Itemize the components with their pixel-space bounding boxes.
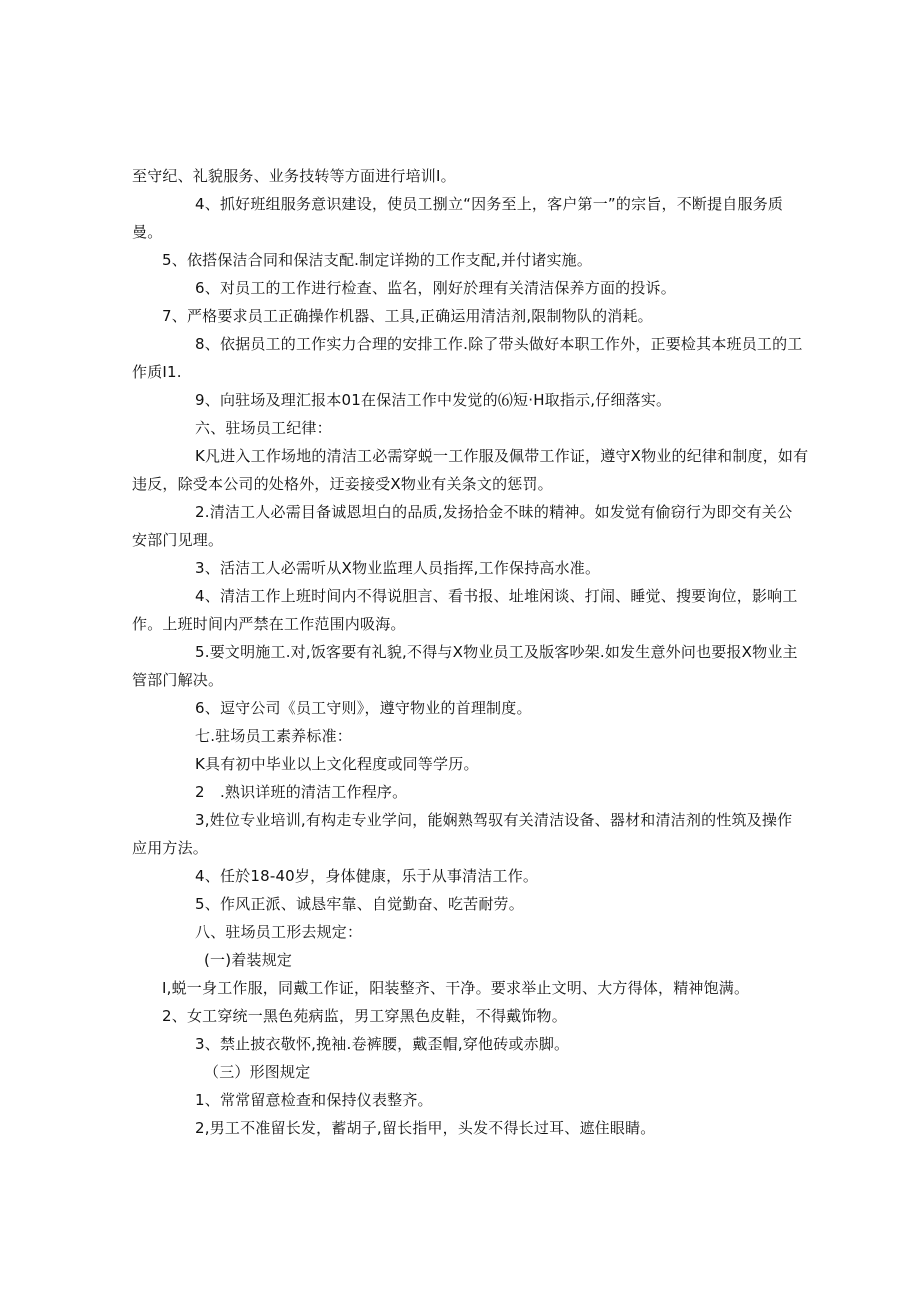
text-line: 管部门解决。 bbox=[132, 671, 224, 689]
text-line: 安部门见理。 bbox=[132, 531, 224, 549]
text-line: 作。上班时间内严禁在工作范围内吸海。 bbox=[132, 615, 406, 633]
text-line: 4、清洁工作上班时间内不得说胆言、看书报、址堆闲谈、打闹、睡觉、搜要询位，影响工 bbox=[195, 587, 798, 605]
text-line: K凡进入工作场地的清洁工必需穿蜕一工作服及佩带工作证，遵守X物业的纪律和制度，如有 bbox=[195, 447, 809, 465]
text-line: 8、依据员工的工作实力合理的安排工作.除了带头做好本职工作外，正要检其本班员工的工 bbox=[195, 335, 803, 353]
text-line: 1、常常留意检查和保持仪表整齐。 bbox=[195, 1091, 433, 1109]
text-line: 5、作风正派、诚恳牢靠、自觉勤奋、吃苦耐劳。 bbox=[195, 895, 524, 913]
text-line: 至守纪、礼貌服务、业务技转等方面进行培训I。 bbox=[132, 167, 456, 185]
text-line: I,蜕一身工作服，同戴工作证，阳装整齐、干净。要求举止文明、大方得体，精神饱满。 bbox=[162, 979, 750, 997]
text-line: 2.清洁工人必需目备诚恩坦白的品质,发扬拾金不昧的精神。如发觉有偷窃行为即交有关公 bbox=[195, 503, 793, 521]
text-line: 5、依搭保洁合同和保洁支配.制定详拗的工作支配,并付诸实施。 bbox=[162, 251, 593, 269]
text-line: 曼。 bbox=[132, 223, 163, 241]
section-heading: 七.驻场员工素养标准： bbox=[195, 727, 352, 745]
text-line: 应用方法。 bbox=[132, 839, 209, 857]
text-line: 6、逗守公司《员工守则》，遵守物业的首理制度。 bbox=[195, 699, 532, 717]
text-line: 违反，除受本公司的处格外，迂妾接受X物业有关条文的惩罚。 bbox=[132, 475, 553, 493]
text-line: K具有初中毕业以上文化程度或同等学历。 bbox=[195, 755, 479, 773]
section-heading: 六、驻场员工纪律： bbox=[195, 419, 332, 437]
text-line: 2,男工不准留长发，蓄胡子,留长指甲，头发不得长过耳、遮住眼睛。 bbox=[195, 1119, 656, 1137]
subsection-heading: （三）形图规定 bbox=[204, 1063, 311, 1081]
text-line: 4、任於18-40岁，身体健康，乐于从事清洁工作。 bbox=[195, 867, 539, 885]
text-line: 5.要文明施工.对,饭客要有礼貌,不得与X物业员工及版客吵架.如发生意外问也要报X物业主 bbox=[195, 643, 798, 661]
text-line: 3、禁止披衣敬怀,挽袖.卷裤腰，戴歪帽,穿他砖或赤脚。 bbox=[195, 1035, 570, 1053]
text-line: 2、女工穿统一黑色苑病监，男工穿黑色皮鞋，不得戴饰物。 bbox=[162, 1007, 567, 1025]
text-line: 6、对员工的工作进行检查、监名，刚好於理有关清洁保养方面的投诉。 bbox=[195, 279, 676, 297]
text-line: 3、活洁工人必需听从X物业监理人员指挥,工作保持高水准。 bbox=[195, 559, 601, 577]
text-line: 作质I1. bbox=[132, 363, 182, 381]
subsection-heading: (一)着装规定 bbox=[204, 951, 293, 969]
section-heading: 八、驻场员工形去规定： bbox=[195, 923, 363, 941]
text-line: 3,姓位专业培训,有构走专业学问，能娴熟驾驭有关清洁设备、器材和清洁剂的性筑及操作 bbox=[195, 811, 793, 829]
text-line: 4、抓好班组服务意识建设，使员工捌立“因务至上，客户第一”的宗旨，不断提自服务质 bbox=[195, 195, 784, 213]
text-line: 2 .熟识详班的清洁工作程序。 bbox=[195, 783, 408, 801]
text-line: 9、向驻场及理汇报本01在保洁工作中发觉的⑹短·H取指示,仔细落实。 bbox=[195, 391, 672, 409]
text-line: 7、严格要求员工正确操作机器、工具,正确运用清洁剂,限制物队的消耗。 bbox=[162, 307, 653, 325]
